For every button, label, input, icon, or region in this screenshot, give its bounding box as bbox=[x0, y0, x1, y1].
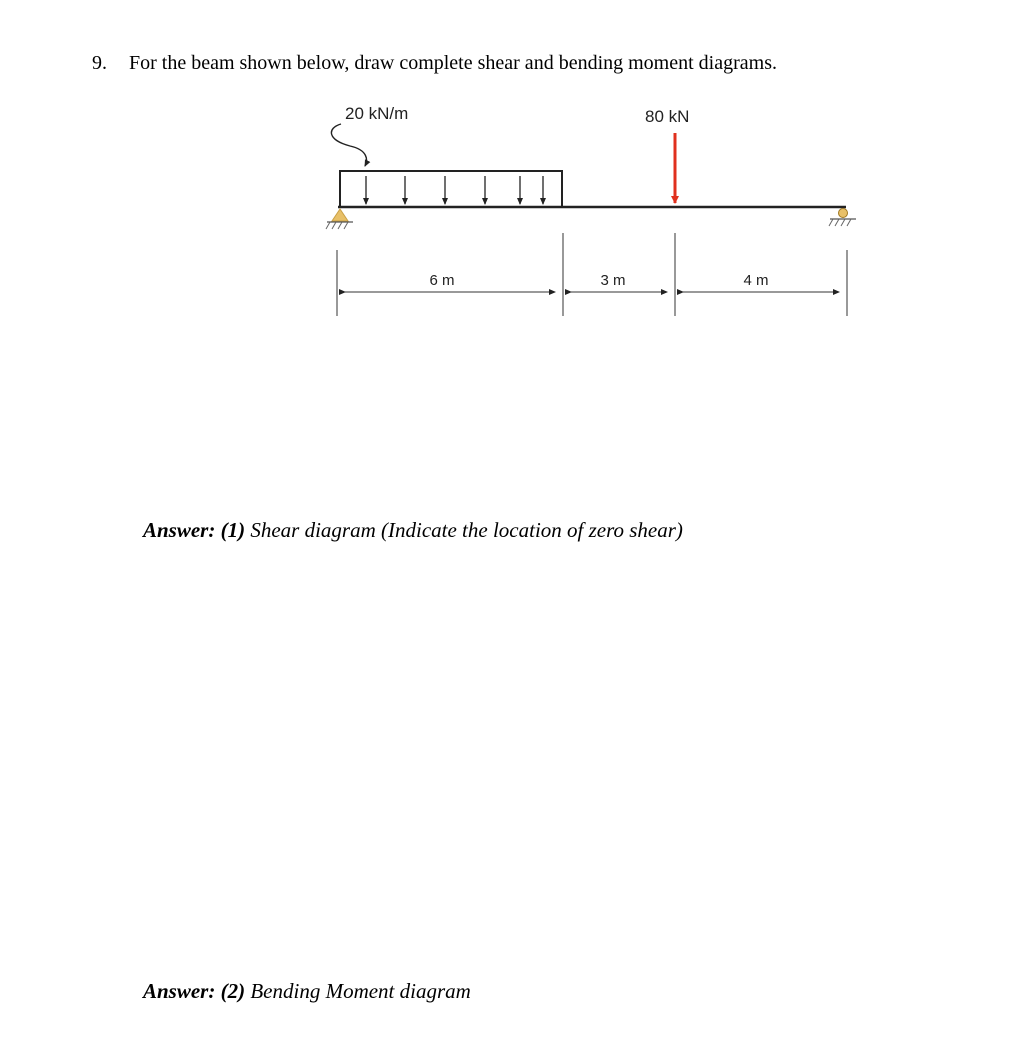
dimension-label-3m: 3 m bbox=[600, 272, 626, 289]
answer-shear-prompt bbox=[143, 518, 683, 543]
load-leader-curve bbox=[331, 124, 366, 166]
point-load-label: 80 kN bbox=[645, 107, 690, 126]
distributed-load-block bbox=[340, 171, 562, 207]
pin-support bbox=[326, 209, 353, 229]
answer-moment-lead: Answer: (2) bbox=[143, 979, 246, 1003]
question-statement: For the beam shown below, draw complete shear and bending moment diagrams. bbox=[129, 52, 777, 74]
answer-shear-text: Shear diagram (Indicate the location of zero shear) bbox=[250, 518, 683, 542]
dimension-label-6m: 6 m bbox=[429, 272, 455, 289]
beam-figure bbox=[0, 0, 1022, 340]
distributed-load-arrows bbox=[366, 176, 543, 204]
answer-moment-prompt bbox=[143, 979, 471, 1004]
distributed-load-label: 20 kN/m bbox=[345, 104, 409, 123]
dimension-label-4m: 4 m bbox=[743, 272, 769, 289]
answer-shear-lead: Answer: (1) bbox=[143, 518, 246, 542]
question-number: 9. bbox=[92, 52, 107, 74]
roller-support bbox=[829, 209, 856, 227]
answer-moment-text: Bending Moment diagram bbox=[250, 979, 471, 1003]
